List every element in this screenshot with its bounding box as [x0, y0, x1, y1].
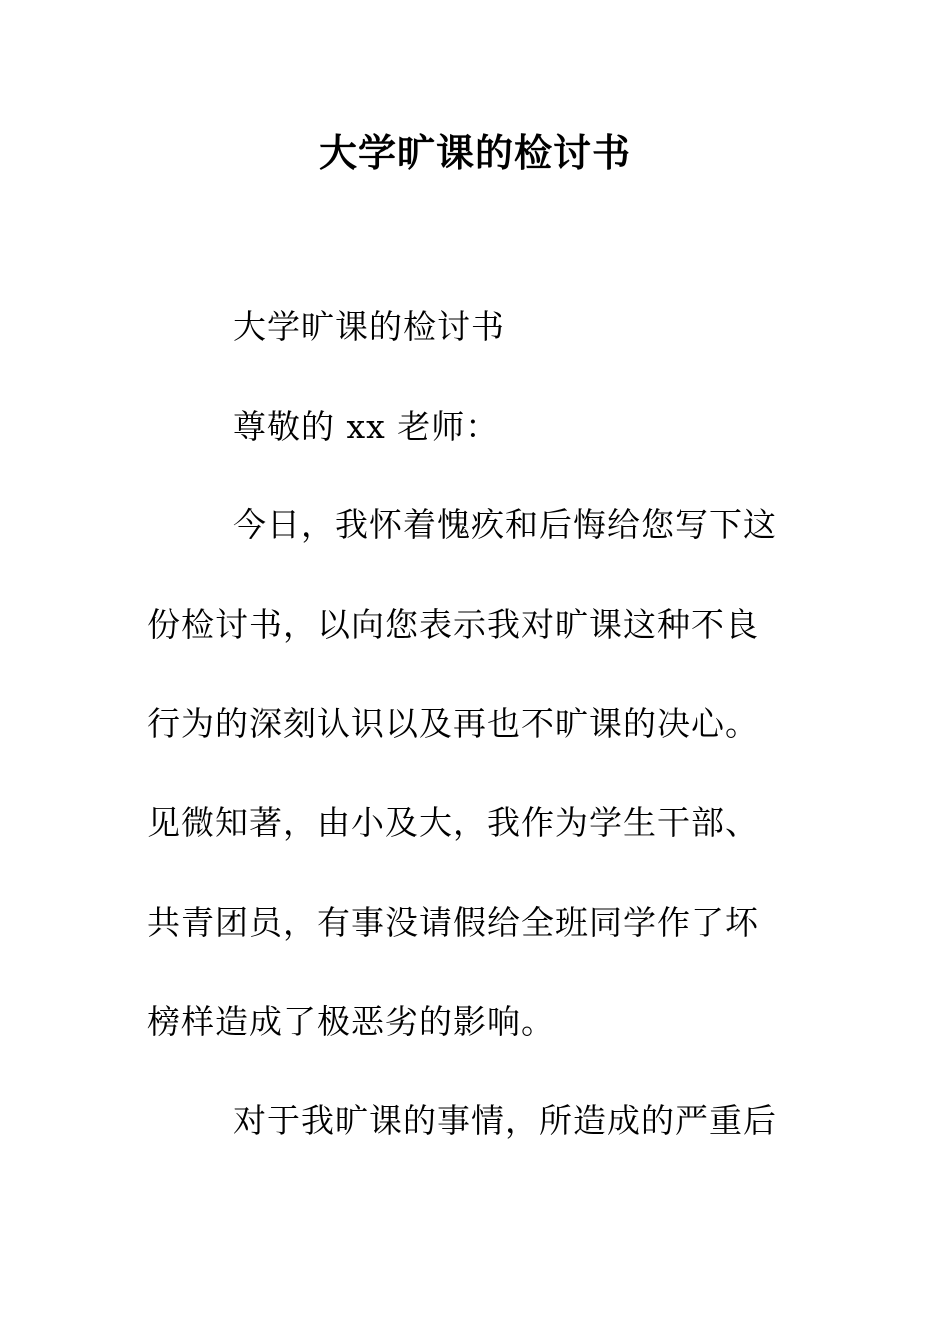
body-line: 共青团员，有事没请假给全班同学作了坏 [147, 903, 759, 942]
body-line: 行为的深刻认识以及再也不旷课的决心。 [147, 704, 759, 743]
body-line-salutation: 尊敬的 xx 老师： [233, 407, 500, 446]
body-line: 榜样造成了极恶劣的影响。 [147, 1002, 555, 1041]
body-line: 见微知著，由小及大，我作为学生干部、 [147, 803, 759, 842]
body-line-subtitle: 大学旷课的检讨书 [233, 307, 505, 346]
document-title: 大学旷课的检讨书 [318, 130, 631, 175]
body-line: 对于我旷课的事情，所造成的严重后 [233, 1101, 777, 1140]
body-line: 份检讨书，以向您表示我对旷课这种不良 [147, 605, 759, 644]
body-line: 今日，我怀着愧疚和后悔给您写下这 [233, 505, 777, 544]
